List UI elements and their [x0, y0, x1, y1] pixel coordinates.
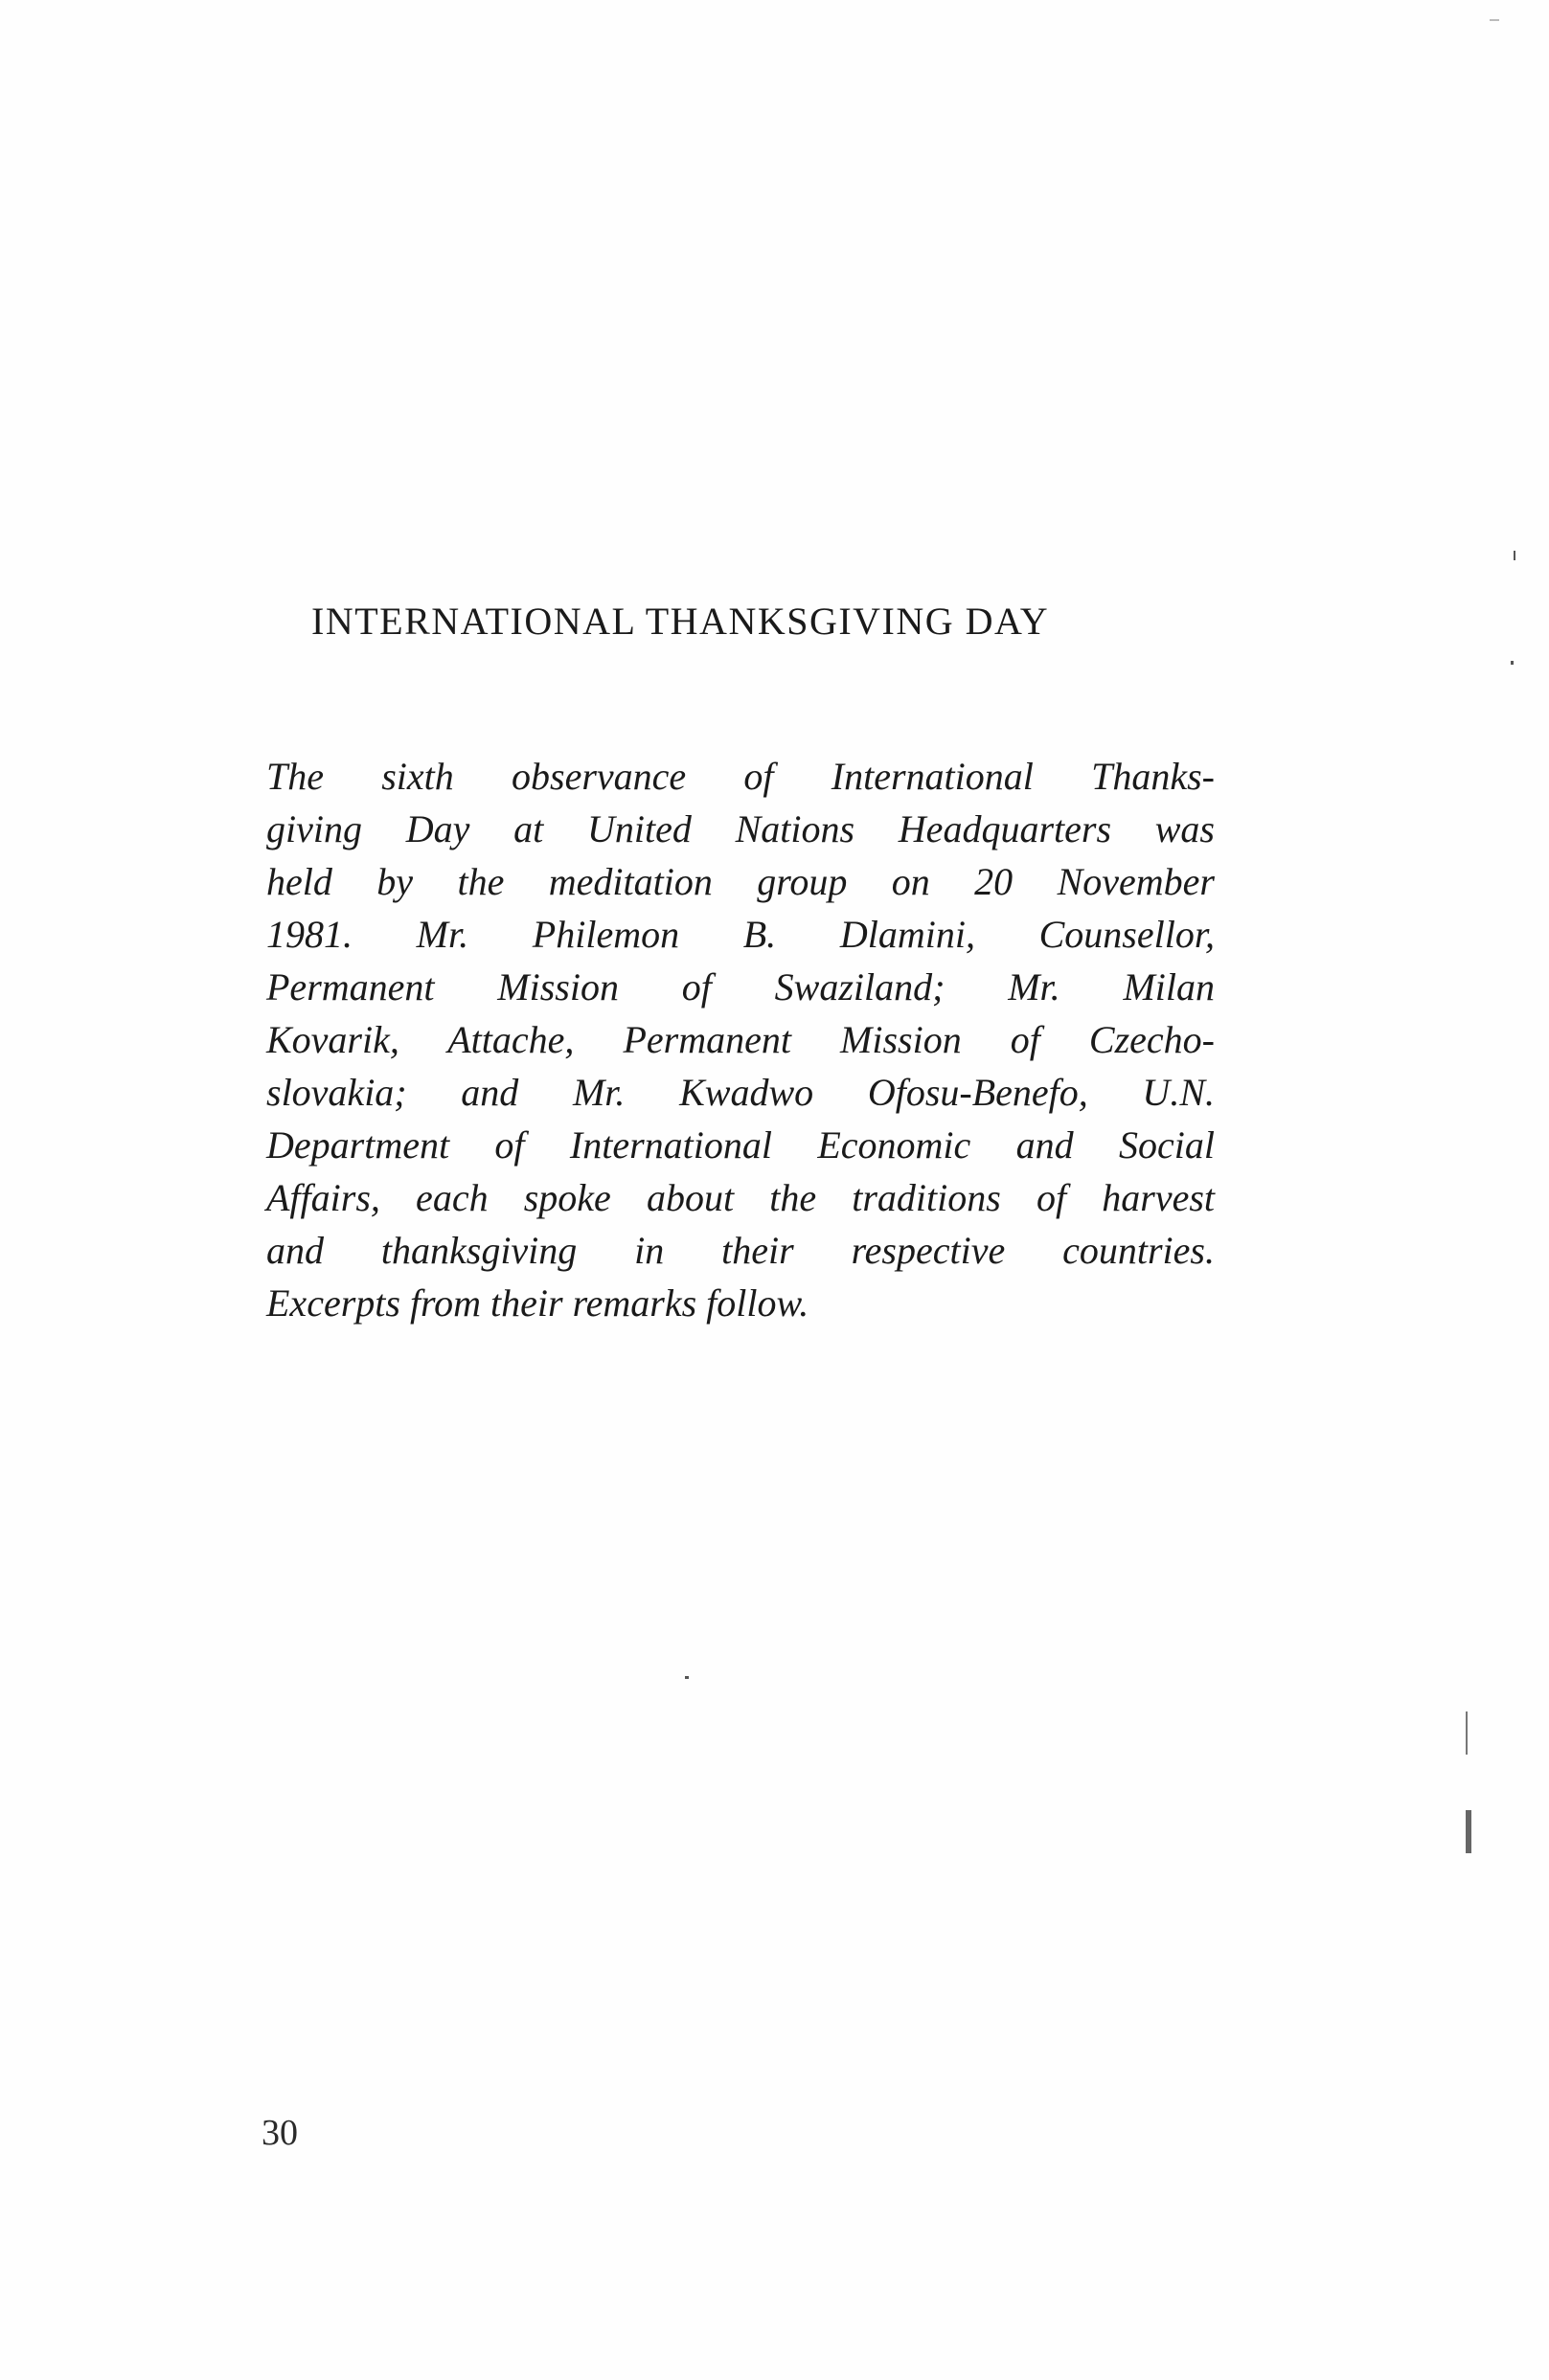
scan-speck — [1514, 551, 1515, 560]
paragraph-line: Excerpts from their remarks follow. — [266, 1281, 809, 1325]
page-title: INTERNATIONAL THANKSGIVING DAY — [311, 600, 1050, 643]
paragraph-line: and thanksgiving in their respective countries. — [266, 1229, 1215, 1272]
scan-speck — [1511, 661, 1514, 665]
paragraph-line: Permanent Mission of Swaziland; Mr. Milan — [266, 965, 1215, 1009]
paragraph-line: Kovarik, Attache, Permanent Mission of Czecho- — [266, 1018, 1215, 1061]
scan-speck — [1490, 19, 1499, 21]
paragraph-line: held by the meditation group on 20 November — [266, 860, 1215, 903]
scan-speck — [685, 1676, 689, 1679]
scan-speck — [1466, 1810, 1471, 1853]
body-paragraph — [266, 750, 1215, 1329]
paragraph-line: giving Day at United Nations Headquarters was — [266, 807, 1215, 850]
paragraph-line: Department of International Economic and Social — [266, 1123, 1215, 1167]
paragraph-line: 1981. Mr. Philemon B. Dlamini, Counsellor, — [266, 913, 1215, 956]
paragraph-line: The sixth observance of International Thanks- — [266, 755, 1215, 798]
paragraph-line: Affairs, each spoke about the traditions of harvest — [266, 1176, 1215, 1219]
scan-speck — [1466, 1711, 1468, 1755]
paragraph-line: slovakia; and Mr. Kwadwo Ofosu-Benefo, U.N. — [266, 1071, 1215, 1114]
page-number: 30 — [262, 2113, 298, 2153]
